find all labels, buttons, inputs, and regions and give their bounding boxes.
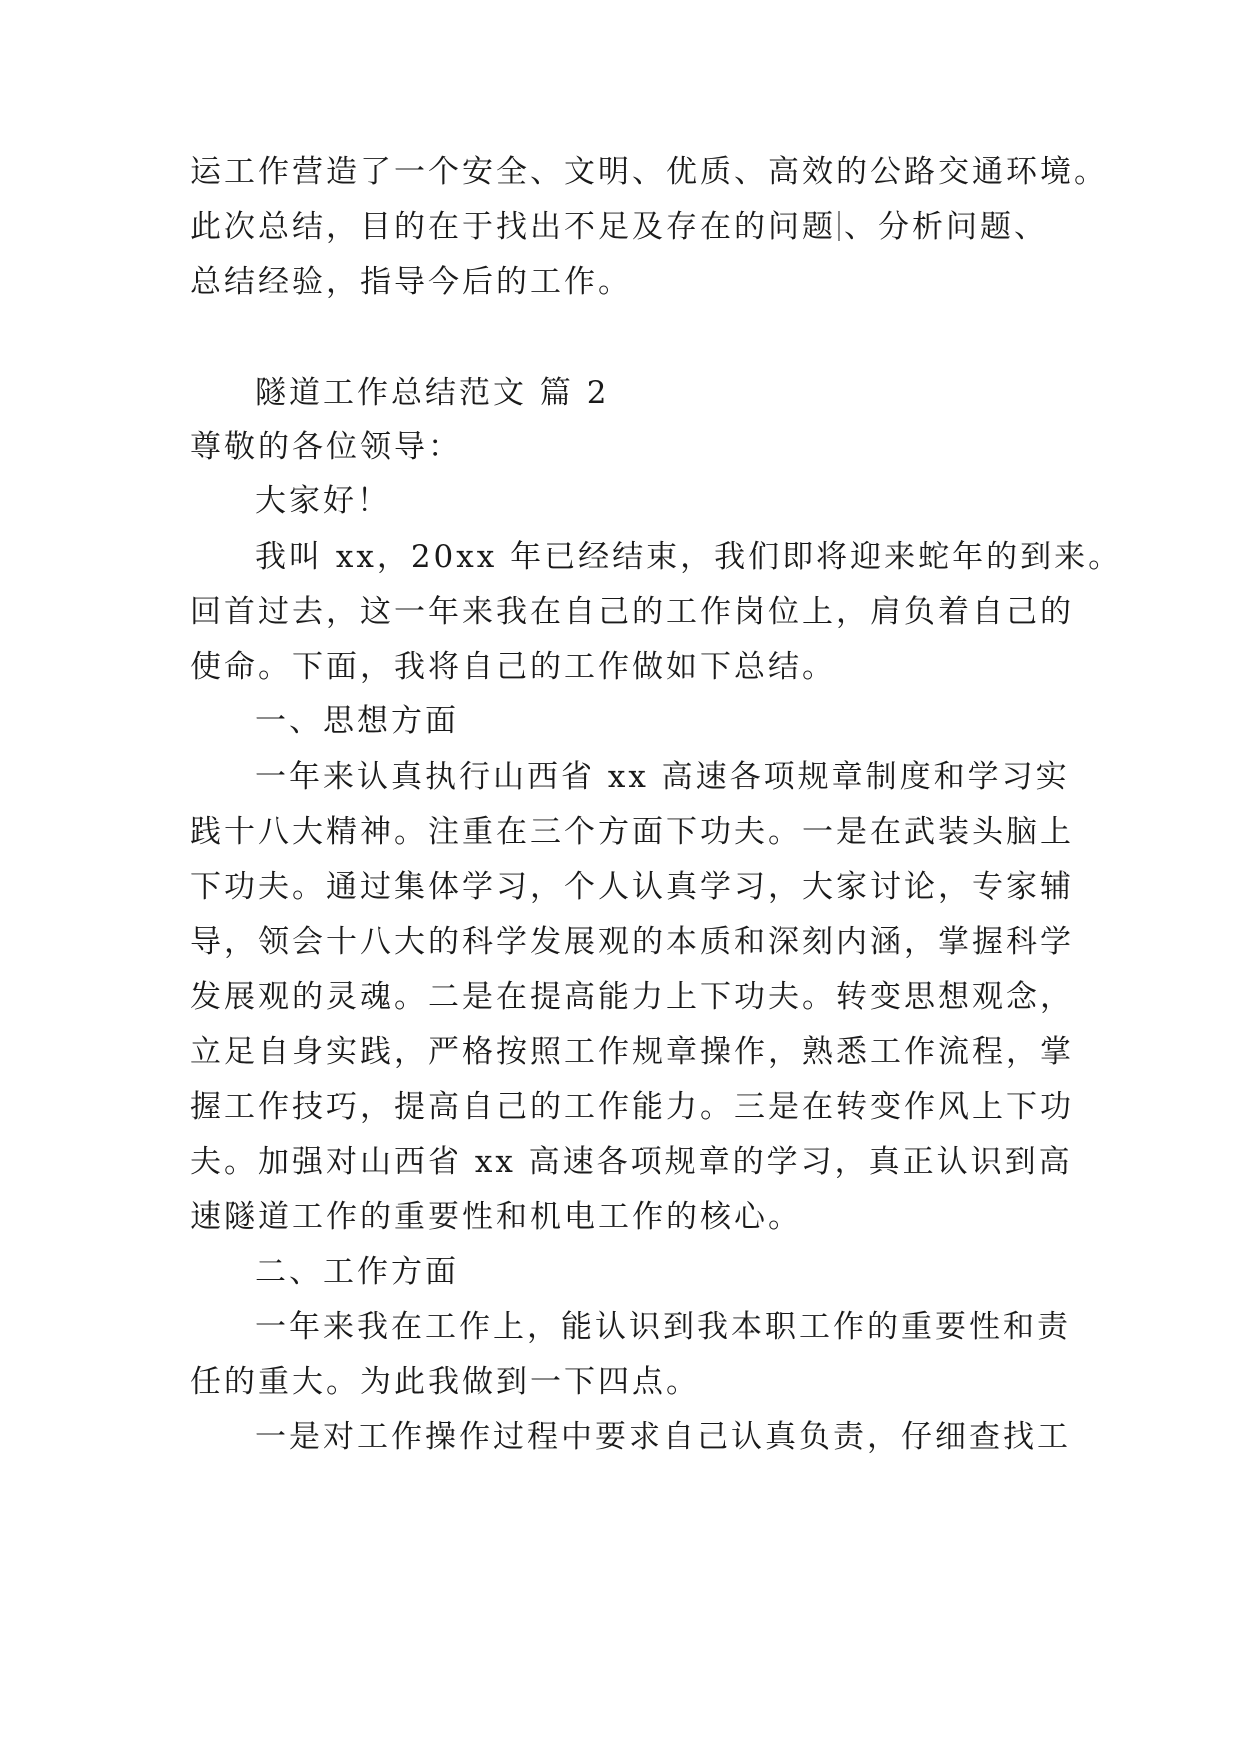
intro-line-1: 运工作营造了一个安全、文明、优质、高效的公路交通环境。 <box>190 154 1108 190</box>
body-line-16: 任的重大。为此我做到一下四点。 <box>190 1364 700 1400</box>
body-line-15: 一年来我在工作上，能认识到我本职工作的重要性和责 <box>255 1309 1071 1345</box>
heading-work: 二、工作方面 <box>255 1254 459 1290</box>
body-line-2: 回首过去，这一年来我在自己的工作岗位上，肩负着自己的 <box>190 594 1074 630</box>
body-line-9: 发展观的灵魂。二是在提高能力上下功夫。转变思想观念， <box>190 979 1074 1015</box>
intro-line-2-tail: 、分析问题、 <box>844 209 1048 245</box>
intro-line-3: 总结经验，指导今后的工作。 <box>190 264 632 300</box>
greeting: 大家好！ <box>255 483 391 519</box>
body-line-6: 践十八大精神。注重在三个方面下功夫。一是在武装头脑上 <box>190 814 1074 850</box>
body-line-8: 导，领会十八大的科学发展观的本质和深刻内涵，掌握科学 <box>190 924 1074 960</box>
text-cursor <box>838 211 840 241</box>
body-line-17: 一是对工作操作过程中要求自己认真负责，仔细查找工 <box>255 1419 1071 1455</box>
section-title: 隧道工作总结范文 篇 2 <box>255 375 610 411</box>
intro-line-2 <box>190 207 1048 247</box>
salutation: 尊敬的各位领导： <box>190 429 462 465</box>
body-line-11: 握工作技巧，提高自己的工作能力。三是在转变作风上下功 <box>190 1089 1074 1125</box>
heading-thought: 一、思想方面 <box>255 703 459 739</box>
body-line-7: 下功夫。通过集体学习，个人认真学习，大家讨论，专家辅 <box>190 869 1074 905</box>
body-line-10: 立足自身实践，严格按照工作规章操作，熟悉工作流程，掌 <box>190 1034 1074 1070</box>
body-line-5: 一年来认真执行山西省 xx 高速各项规章制度和学习实 <box>255 759 1070 795</box>
body-line-12: 夫。加强对山西省 xx 高速各项规章的学习，真正认识到高 <box>190 1144 1073 1180</box>
body-line-3: 使命。下面，我将自己的工作做如下总结。 <box>190 649 836 685</box>
body-line-13: 速隧道工作的重要性和机电工作的核心。 <box>190 1199 802 1235</box>
intro-line-2-text: 此次总结，目的在于找出不足及存在的问题 <box>190 209 836 245</box>
body-line-1: 我叫 xx，20xx 年已经结束，我们即将迎来蛇年的到来。 <box>255 539 1123 575</box>
